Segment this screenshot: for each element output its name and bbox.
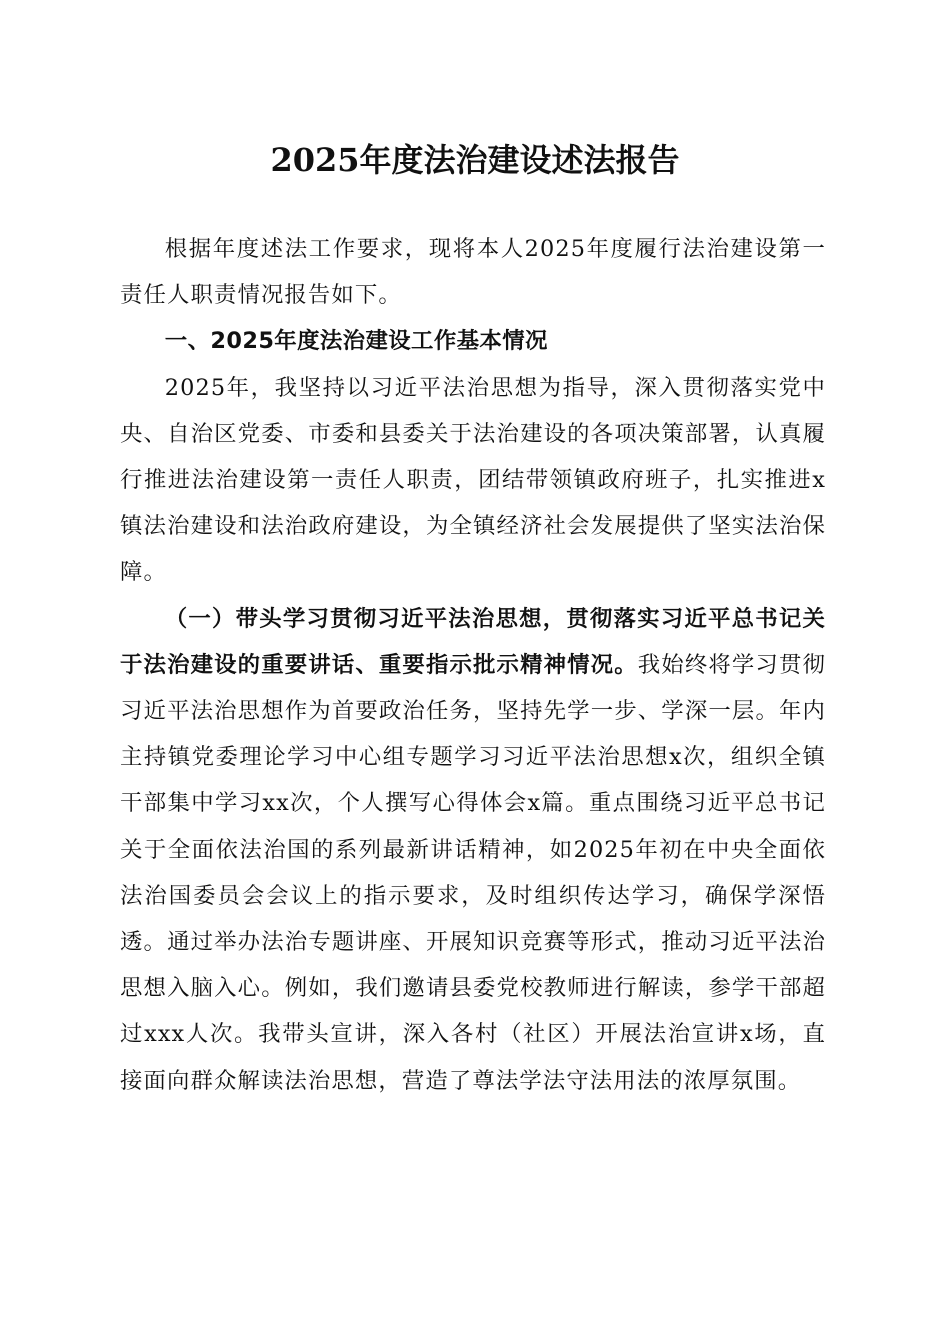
section-1-heading: 一、2025年度法治建设工作基本情况 bbox=[164, 328, 548, 355]
document-title: 2025年度法治建设述法报告 bbox=[270, 141, 680, 179]
intro-paragraph: 根据年度述法工作要求，现将本人2025年度履行法治建设第一责任人职责情况报告如下。 bbox=[120, 236, 826, 309]
document-body bbox=[120, 226, 826, 1104]
subsection-1-body: 我始终将学习贯彻习近平法治思想作为首要政治任务，坚持先学一步、学深一层。年内主持镇党委理论学习中心组专题学习习近平法治思想x次，组织全镇干部集中学习xx次，个人撰写心得体会x篇。重点围绕习近平总书记关于全面依法治国的系列最新讲话精神，如2025年初在中央全面依法治国委员会会议上的指示要求，及时组织传达学习，确保学深悟透。通过举办法治专题讲座、开展知识竞赛等形式，推动习近平法治思想入脑入心。例如，我们邀请县委党校教师进行解读，参学干部超过xxx人次。我带头宣讲，深入各村（社区）开展法治宣讲x场，直接面向群众解读法治思想，营造了尊法学法守法用法的浓厚氛围。 bbox=[120, 651, 826, 1094]
subsection-1-lead: （一）带头学习贯彻习近平法治思想，贯彻落实习近平总书记关于法治建设的重要讲话、重要指示批示精神情况。 bbox=[120, 605, 826, 678]
subsection-1-paragraph bbox=[120, 596, 826, 1104]
section-1-paragraph: 2025年，我坚持以习近平法治思想为指导，深入贯彻落实党中央、自治区党委、市委和县委关于法治建设的各项决策部署，认真履行推进法治建设第一责任人职责，团结带领镇政府班子，扎实推进x镇法治建设和法治政府建设，为全镇经济社会发展提供了坚实法治保障。 bbox=[120, 374, 826, 586]
